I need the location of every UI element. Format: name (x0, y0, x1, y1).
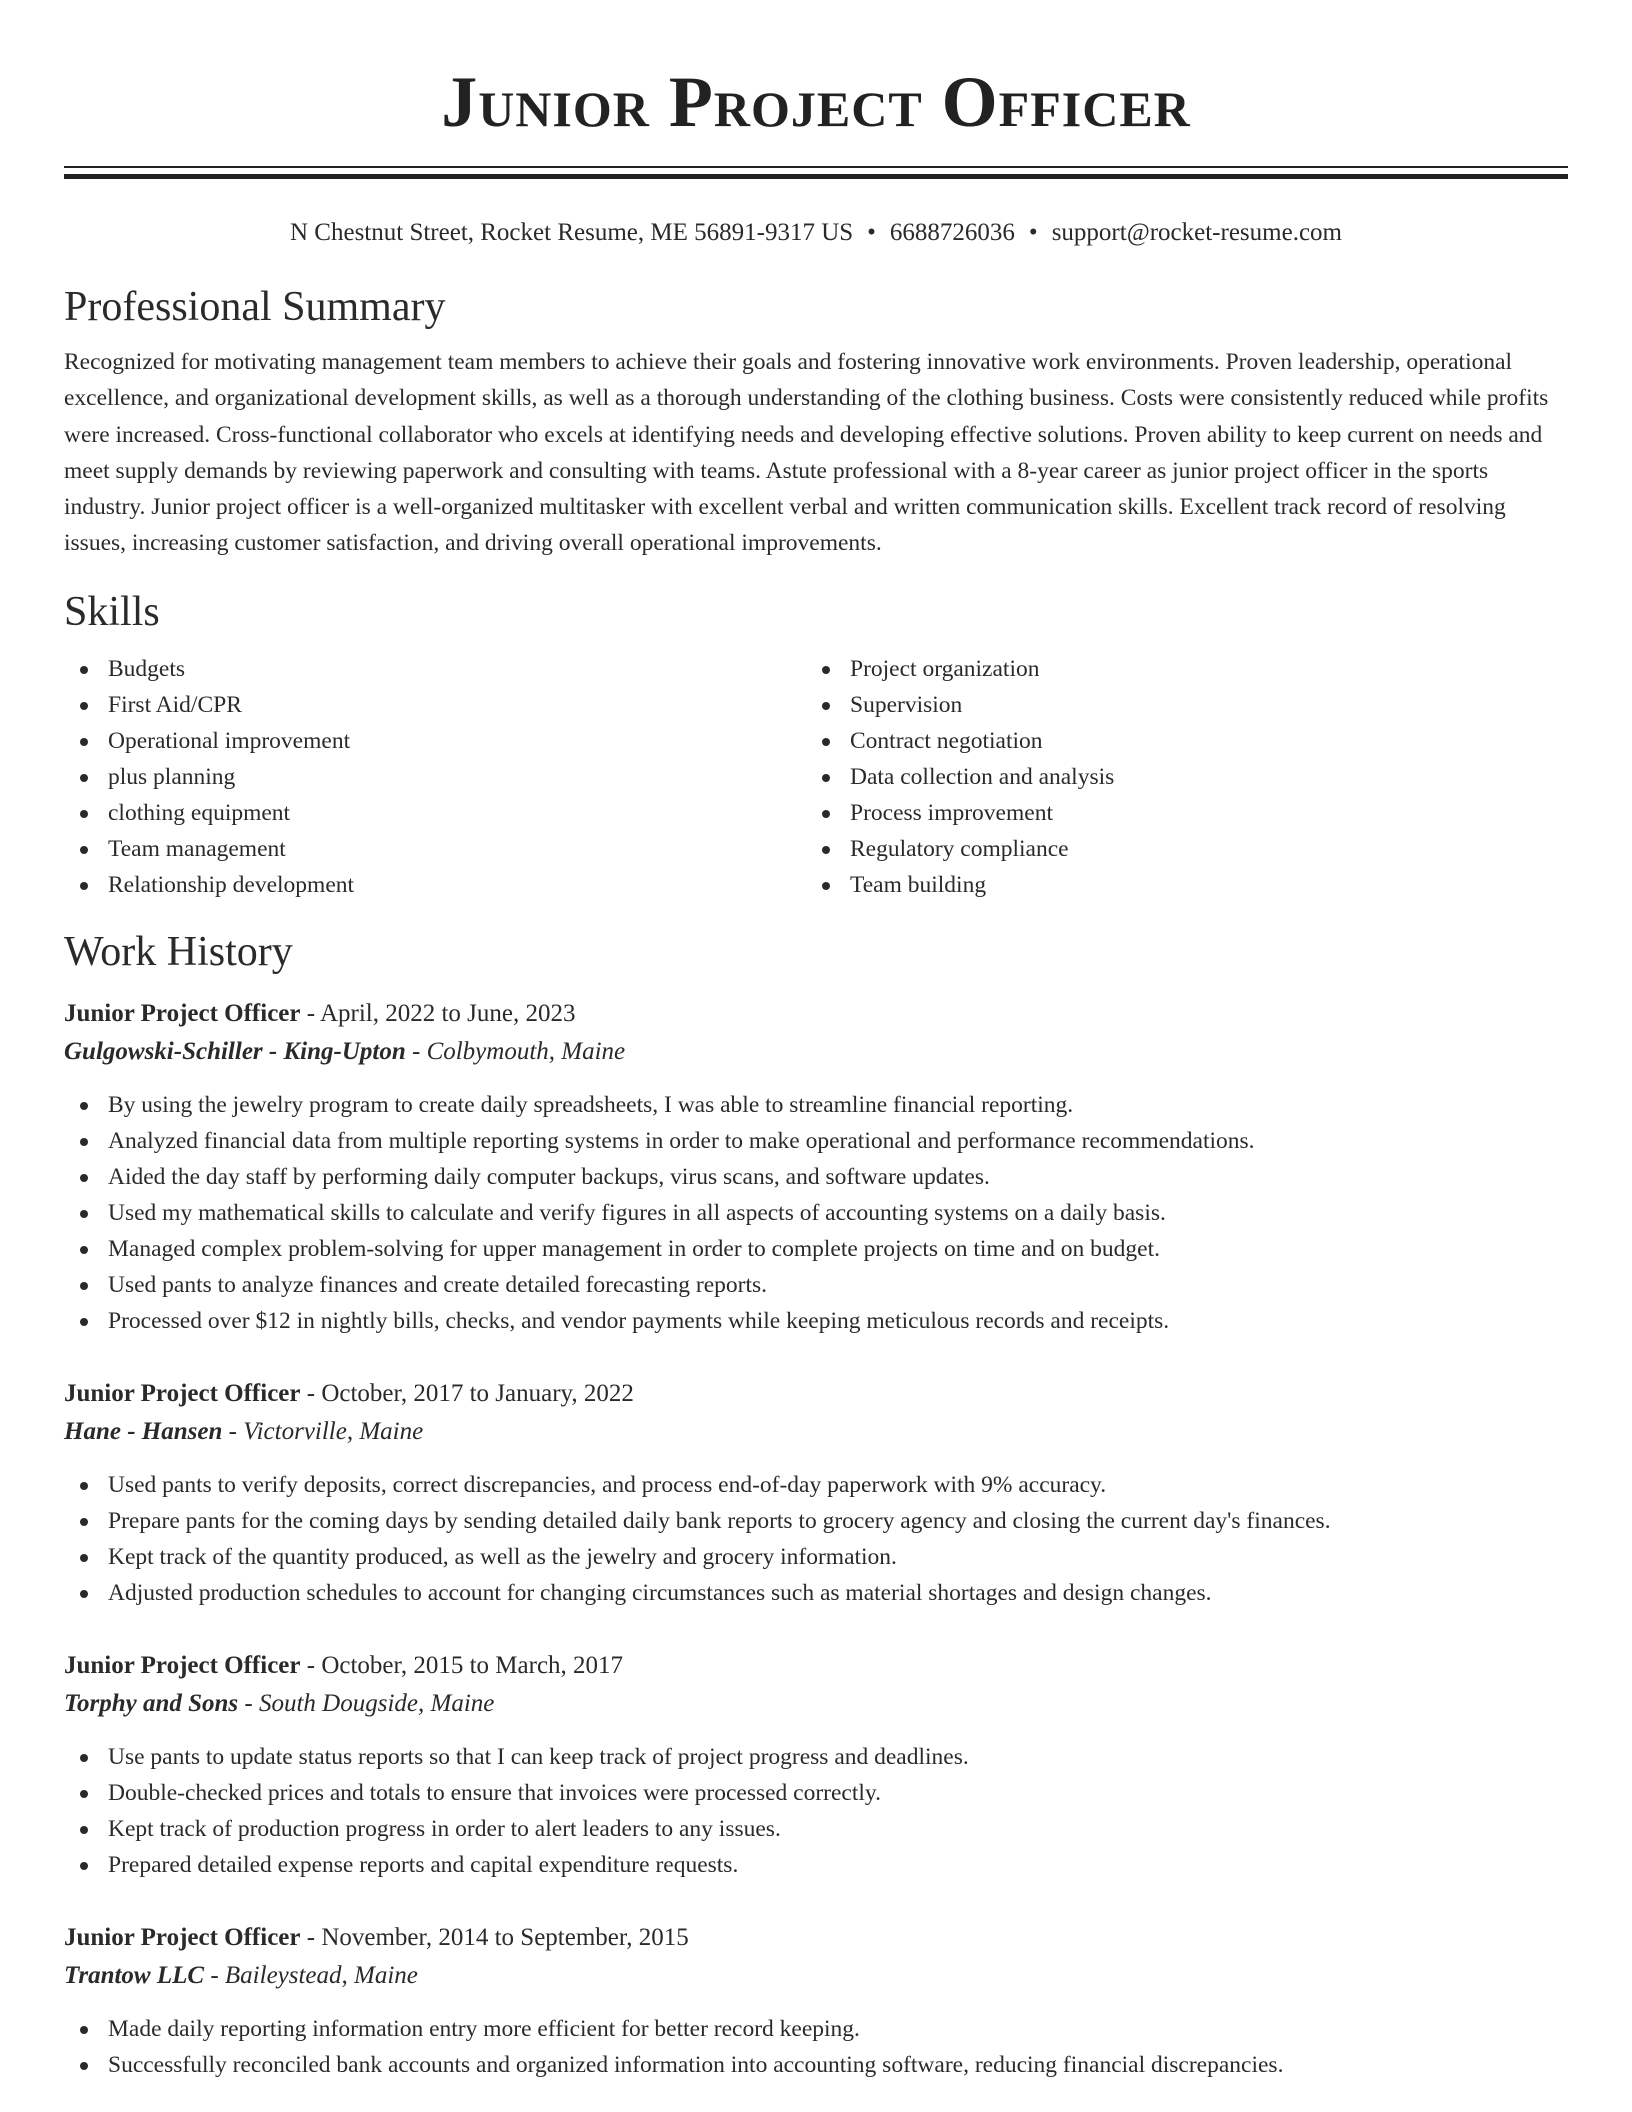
skill-item: Regulatory compliance (806, 831, 1548, 867)
skill-item: First Aid/CPR (64, 687, 806, 723)
job-header: Junior Project Officer - October, 2015 to March, 2017 (64, 1651, 624, 1679)
job-location: Colbymouth, Maine (426, 1037, 626, 1065)
job-entry (64, 1919, 1568, 2083)
contact-separator: • (1028, 219, 1038, 246)
duty-item: Made daily reporting information entry more efficient for better record keeping. (64, 2011, 1568, 2047)
contact-line (64, 217, 1568, 249)
duty-item: Processed over $12 in nightly bills, checks, and vendor payments while keeping meticulous records and receipts. (64, 1303, 1568, 1339)
header-divider (64, 166, 1568, 179)
duty-item: Successfully reconciled bank accounts and organized information into accounting software, reducing financial discrepancies. (64, 2047, 1568, 2083)
job-title: Junior Project Officer (64, 1379, 301, 1407)
duty-item: Prepared detailed expense reports and capital expenditure requests. (64, 1847, 1568, 1883)
summary-heading: Professional Summary (64, 284, 446, 330)
duty-item: Adjusted production schedules to account for changing circumstances such as material shortages and design changes. (64, 1575, 1568, 1611)
skills-column-right (806, 651, 1548, 903)
skill-item: Relationship development (64, 867, 806, 903)
skill-item: Contract negotiation (806, 723, 1548, 759)
job-company: Hane - Hansen (64, 1417, 223, 1445)
job-duties (64, 2011, 1568, 2083)
contact-separator: • (867, 219, 876, 246)
job-header: Junior Project Officer - November, 2014 to September, 2015 (64, 1923, 689, 1951)
job-dates: April, 2022 to June, 2023 (319, 999, 576, 1027)
job-company-line: Torphy and Sons - South Dougside, Maine (64, 1689, 495, 1717)
job-duties (64, 1087, 1568, 1339)
job-entry (64, 995, 1568, 1339)
skill-item: Data collection and analysis (806, 759, 1548, 795)
job-duties (64, 1739, 1568, 1883)
skill-item: Supervision (806, 687, 1548, 723)
contact-phone: 6688726036 (889, 219, 1015, 246)
duty-item: Double-checked prices and totals to ensure that invoices were processed correctly. (64, 1775, 1568, 1811)
job-duties (64, 1467, 1568, 1611)
skill-item: Budgets (64, 651, 806, 687)
job-location: Baileystead, Maine (224, 1961, 418, 1989)
skills-list (64, 651, 1568, 903)
job-location: Victorville, Maine (243, 1417, 424, 1445)
job-dates: October, 2015 to March, 2017 (321, 1651, 624, 1679)
job-entry (64, 1375, 1568, 1611)
summary-text: Recognized for motivating management team members to achieve their goals and fostering innovative work environments. Proven leadership, operational excellence, and organizational development skills, as well as a thorough understanding of the clothing business. Costs were consistently reduced while profits were increased. Cross-functional collaborator who excels at identifying needs and developing effective solutions. Proven ability to keep current on needs and meet supply demands by reviewing paperwork and consulting with teams. Astute professional with a 8-year career as junior project officer in the sports industry. Junior project officer is a well-organized multitasker with excellent verbal and written communication skills. Excellent track record of resolving issues, increasing customer satisfaction, and driving overall operational improvements. (64, 349, 1549, 557)
duty-item: Managed complex problem-solving for upper management in order to complete projects on time and on budget. (64, 1231, 1568, 1267)
job-title: Junior Project Officer (64, 1923, 301, 1951)
job-location: South Dougside, Maine (258, 1689, 495, 1717)
job-entry (64, 1647, 1568, 1883)
skill-item: Project organization (806, 651, 1548, 687)
skill-item: Process improvement (806, 795, 1548, 831)
job-company: Torphy and Sons (64, 1689, 239, 1717)
work-history-heading: Work History (64, 928, 293, 975)
job-header: Junior Project Officer - April, 2022 to June, 2023 (64, 999, 576, 1027)
job-dates: October, 2017 to January, 2022 (321, 1379, 634, 1407)
duty-item: Prepare pants for the coming days by sending detailed daily bank reports to grocery agency and closing the current day's finances. (64, 1503, 1568, 1539)
skills-heading: Skills (64, 588, 160, 635)
duty-item: By using the jewelry program to create daily spreadsheets, I was able to streamline financial reporting. (64, 1087, 1568, 1123)
job-company-line: Trantow LLC - Baileystead, Maine (64, 1961, 418, 1989)
job-dates: November, 2014 to September, 2015 (321, 1923, 689, 1951)
duty-item: Analyzed financial data from multiple reporting systems in order to make operational and performance recommendations. (64, 1123, 1568, 1159)
duty-item: Aided the day staff by performing daily computer backups, virus scans, and software updates. (64, 1159, 1568, 1195)
duty-item: Kept track of production progress in order to alert leaders to any issues. (64, 1811, 1568, 1847)
contact-email: support@rocket-resume.com (1051, 219, 1342, 246)
skill-item: Team management (64, 831, 806, 867)
job-company: Trantow LLC (64, 1961, 205, 1989)
job-company-line: Hane - Hansen - Victorville, Maine (64, 1417, 424, 1445)
duty-item: Kept track of the quantity produced, as well as the jewelry and grocery information. (64, 1539, 1568, 1575)
job-title: Junior Project Officer (64, 999, 301, 1027)
duty-item: Used my mathematical skills to calculate and verify figures in all aspects of accounting systems on a daily basis. (64, 1195, 1568, 1231)
duty-item: Use pants to update status reports so that I can keep track of project progress and deadlines. (64, 1739, 1568, 1775)
job-header: Junior Project Officer - October, 2017 to January, 2022 (64, 1379, 634, 1407)
job-company-line: Gulgowski-Schiller - King-Upton - Colbymouth, Maine (64, 1037, 626, 1065)
resume-name: Junior Project Officer (441, 62, 1191, 142)
duty-item: Used pants to analyze finances and create detailed forecasting reports. (64, 1267, 1568, 1303)
work-history-list (64, 995, 1568, 2083)
skill-item: Operational improvement (64, 723, 806, 759)
skill-item: clothing equipment (64, 795, 806, 831)
skill-item: plus planning (64, 759, 806, 795)
skill-item: Team building (806, 867, 1548, 903)
duty-item: Used pants to verify deposits, correct discrepancies, and process end-of-day paperwork with 9% accuracy. (64, 1467, 1568, 1503)
skills-column-left (64, 651, 806, 903)
job-title: Junior Project Officer (64, 1651, 301, 1679)
job-company: Gulgowski-Schiller - King-Upton (64, 1037, 406, 1065)
contact-address: N Chestnut Street, Rocket Resume, ME 56891-9317 US (290, 219, 854, 246)
